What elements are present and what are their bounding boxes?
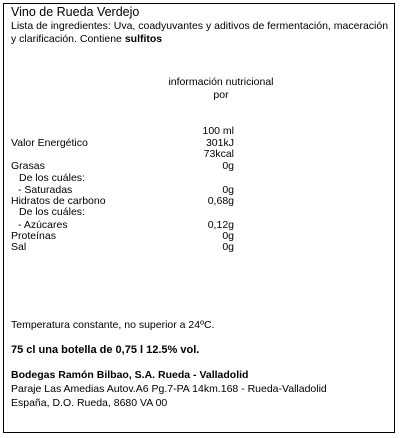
nutrient-label: Proteínas bbox=[11, 230, 56, 242]
storage-note: Temperatura constante, no superior a 24ºC. bbox=[11, 319, 215, 331]
allergen-sulfitos: sulfitos bbox=[124, 32, 163, 45]
nutrient-value: 0,12g bbox=[207, 219, 234, 231]
product-title: Vino de Rueda Verdejo bbox=[11, 5, 140, 19]
energy-label: Valor Energético bbox=[11, 137, 88, 149]
nutrient-value: 0g bbox=[222, 184, 234, 196]
nutrient-label: Sal bbox=[11, 241, 27, 253]
nutrient-label: Hidratos de carbono bbox=[11, 195, 106, 207]
volume-info: 75 cl una botella de 0,75 l 12.5% vol. bbox=[11, 344, 200, 356]
nutrition-header: información nutricional bbox=[168, 76, 274, 88]
producer-name: Bodegas Ramón Bilbao, S.A. Rueda - Valladolid bbox=[11, 369, 249, 381]
nutrient-label: - Azúcares bbox=[18, 219, 68, 231]
nutrient-label: Grasas bbox=[11, 160, 45, 172]
nutrient-value: 0g bbox=[222, 241, 234, 253]
ingredients-list bbox=[11, 20, 389, 45]
energy-kj: 301kJ bbox=[205, 137, 234, 149]
energy-kcal: 73kcal bbox=[203, 148, 234, 160]
nutrient-value: 0g bbox=[222, 230, 234, 242]
nutrition-header-per: por bbox=[213, 89, 229, 101]
producer-address-line1: Paraje Las Amedias Autov.A6 Pg.7-PA 14km.168 - Rueda-Valladolid bbox=[11, 383, 327, 395]
producer-address-line2: España, D.O. Rueda, 8680 VA 00 bbox=[11, 397, 168, 409]
ingredients-text: Lista de ingredientes: Uva, coadyuvantes y aditivos de fermentación, maceración y clarificación. Contiene bbox=[11, 20, 389, 45]
nutrient-label: De los cuáles: bbox=[19, 172, 85, 184]
nutrient-value: 0,68g bbox=[207, 195, 234, 207]
nutrient-label: De los cuáles: bbox=[19, 206, 85, 218]
nutrient-label: - Saturadas bbox=[18, 184, 73, 196]
per-amount: 100 ml bbox=[202, 125, 234, 137]
nutrient-value: 0g bbox=[222, 160, 234, 172]
